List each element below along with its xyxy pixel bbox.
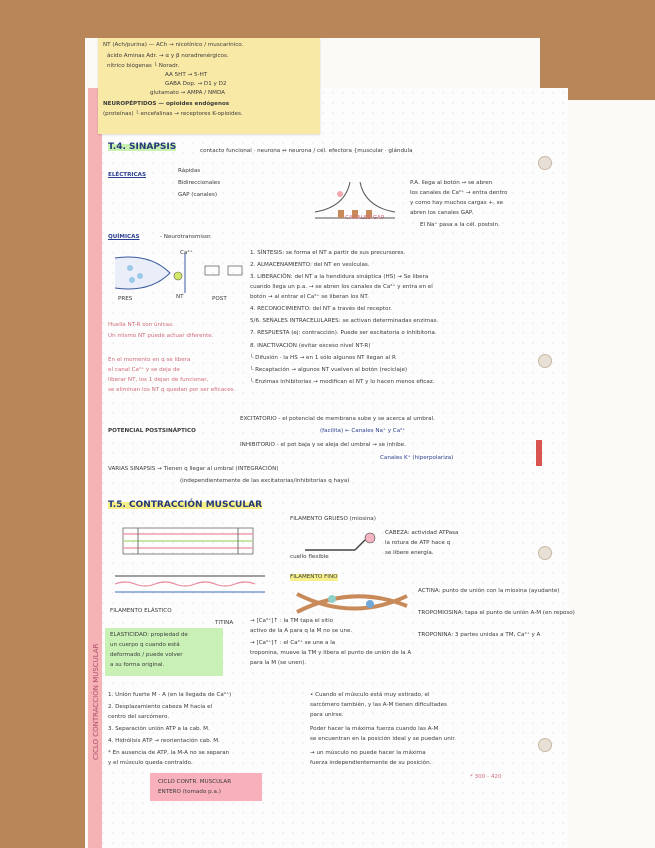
cycle-pink-note (150, 773, 262, 801)
electricas-label: ELÉCTRICAS (108, 172, 146, 178)
electricas-item: Bidireccionales (178, 180, 221, 186)
thin-filament-diagram (292, 584, 412, 620)
ciclo-step: * En ausencia de ATP, la M-A no se separan (108, 750, 230, 756)
sticky-line: NEUROPÉPTIDOS — opioides endógenos (103, 101, 230, 107)
sticky-line: NT (Ach/purina) — ACh → nicotínico / muscarínico. (103, 42, 244, 48)
binder-hole (538, 546, 552, 560)
diagram-label: PRES (118, 296, 133, 302)
ciclo-right: → un músculo no puede hacer la máxima (310, 750, 426, 756)
diagram-label: POST (212, 296, 227, 302)
quimicas-step: └ Recaptación → algunos NT vuelven al botón (reciclaje) (250, 367, 408, 373)
quimicas-step: 8. INACTIVACIÓN (evitar exceso nivel NT-R) (250, 343, 371, 349)
ciclo-step: 3. Separación unión ATP a la cab. M. (108, 726, 210, 732)
troponina-text: TROPONINA: 3 partes unidas a TM, Ca²⁺ y A (418, 632, 541, 638)
quimicas-step: 1. SÍNTESIS: se forma el NT a partir de sus precursores. (250, 250, 406, 256)
diagram-label: CANALES GAP (345, 215, 385, 221)
electricas-desc: P.A. llega al botón → se abren (410, 180, 493, 186)
pink-note: el canal Ca²⁺ y se deja de (108, 367, 180, 373)
quimicas-step: └ Enzimas inhibitorias → modifican el NT y lo hacen menos eficaz. (250, 379, 435, 385)
section-title: T.4. SINAPSIS (108, 142, 177, 152)
desk-background-right (540, 0, 655, 100)
quimicas-step: 3. LIBERACIÓN: del NT a la hendidura sináptica (HS) → Se libera (250, 274, 429, 280)
potencial-text: INHIBITORIO - el pot baja y se aleja del umbral → se inhibe. (240, 442, 406, 448)
titina-label: TITINA (215, 620, 234, 626)
pink-note: se eliminan los NT q quedan por ser eficaces. (108, 387, 236, 393)
ciclo-step: 4. Hidrólisis ATP → reorientación cab. M. (108, 738, 220, 744)
sticky-line: AA 5HT → 5-HT (165, 72, 208, 78)
elasticity-text: un cuerpo q cuando está (110, 642, 180, 648)
potencial-text: VARIAS SINAPSIS → Tienen q llegar al umbral (INTEGRACIÓN) (108, 466, 279, 472)
cabeza-text: la rotura de ATP hace q (385, 540, 451, 546)
electricas-desc: los canales de Ca²⁺ → entra dentro (410, 190, 508, 196)
page-tab-marker (536, 440, 542, 466)
pink-note: Un mismo NT puede actuar diferente. (108, 333, 214, 339)
sticky-line: GABA Dop. → D1 y D2 (165, 81, 227, 87)
elastic-filament-diagram (110, 568, 270, 598)
ciclo-right: se encuentran en la posición ideal y se puedan unir. (310, 736, 456, 742)
quimicas-label: QUÍMICAS (108, 234, 140, 240)
potencial-text: Canales K⁺ (hiperpolariza) (380, 455, 454, 461)
potencial-text: (independientemente de las excitatorias/inhibitorias q haya) (180, 478, 350, 484)
filamento-elastico: FILAMENTO ELÁSTICO (110, 608, 172, 614)
electricas-desc: y como hay muchos cargas +, se (410, 200, 504, 206)
electricas-desc: El Na⁺ pasa a la cél. postsin. (420, 222, 500, 228)
desk-background-left (0, 0, 85, 848)
filamento-grueso: FILAMENTO GRUESO (miosina) (290, 516, 376, 522)
electricas-item: GAP (canales) (178, 192, 218, 198)
electricas-item: Rápidas (178, 168, 201, 174)
elasticity-text: deformado / puede volver (110, 652, 183, 658)
ca-text: troponina, mueve la TM y libera el punto de unión de la A (250, 650, 412, 656)
binder-hole (538, 156, 552, 170)
binder-hole (538, 738, 552, 752)
sticky-line: nítrico biógenas └ Noradr. (107, 63, 180, 69)
ca-text: para la M (se unen). (250, 660, 307, 666)
actina-text: ACTINA: punto de unión con la miosina (ayudante) (418, 588, 560, 594)
quimicas-step: 4. RECONOCIMIENTO: del NT a través del receptor. (250, 306, 393, 312)
diagram-label: Ca²⁺ (180, 250, 193, 256)
footnote: * 300 - 420 (470, 774, 502, 780)
ca-text: → [Ca²⁺]↑ : el Ca²⁺ se une a la (250, 640, 336, 646)
quimicas-sub: - Neurotransmisor. (160, 234, 212, 240)
vertical-cycle-label: CICLO CONTRACCIÓN MUSCULAR (92, 643, 100, 760)
quimicas-step: 2. ALMACENAMIENTO: del NT en vesículas. (250, 262, 370, 268)
quimicas-step: 5/6. SEÑALES INTRACELULARES: se activan determinadas enzimas. (250, 318, 439, 324)
potencial-text: EXCITATORIO - el potencial de membrana sube y se acerca al umbral. (240, 416, 435, 422)
ciclo-step: 1. Unión fuerte M - A (en la llegada de Ca²⁺) (108, 692, 232, 698)
potencial-label: POTENCIAL POSTSINÁPTICO (108, 428, 196, 434)
ca-text: → [Ca²⁺]↑ : la TM tapa el sitio (250, 618, 334, 624)
ciclo-step: centro del sarcómero. (108, 714, 170, 720)
diagram-label: NT (176, 294, 184, 300)
ciclo-right: fuerza independientemente de su posición. (310, 760, 432, 766)
ciclo-right: sarcómero también, y las A-M tienen dificultades (310, 702, 447, 708)
elasticity-text: a su forma original. (110, 662, 165, 668)
pink-box-text: CICLO CONTR. MUSCULAR (158, 779, 232, 785)
ciclo-step: y el músculo queda contraído. (108, 760, 193, 766)
potencial-text: (facilita) ← Canales Na⁺ y Ca²⁺ (320, 428, 406, 434)
cabeza-text: se libere energía. (385, 550, 434, 556)
sticky-line: ácido Aminas Adr. → α y β noradrenérgicos. (107, 53, 229, 59)
cuello-label: cuello flexible (290, 554, 329, 560)
elasticity-text: ELASTICIDAD: propiedad de (110, 632, 188, 638)
cabeza-text: CABEZA: actividad ATPasa (385, 530, 459, 536)
ciclo-right: • Cuando el músculo está muy estirado, el (310, 692, 430, 698)
sarcomere-diagram (118, 520, 258, 560)
pink-note: En el momento en q se libera (108, 357, 191, 363)
ca-text: activo de la A para q la M no se une. (250, 628, 353, 634)
quimicas-step: cuando llega un p.a. → se abren los canales de Ca²⁺ y entra en el (250, 284, 433, 290)
sticky-line: (proteínas) └ encefalinas → receptores K-opioides. (103, 111, 243, 117)
pink-box-text: ENTERO (tomado p.a.) (158, 789, 221, 795)
binder-hole (538, 354, 552, 368)
pink-note: Huella NT-R son únicas. (108, 322, 174, 328)
ciclo-step: 2. Desplazamiento cabeza M hacia el (108, 704, 213, 710)
ciclo-right: para unirse. (310, 712, 344, 718)
sticky-line: glutamato → AMPA / NMDA (150, 90, 225, 96)
electricas-desc: abren los canales GAP. (410, 210, 474, 216)
quimicas-step: └ Difusión · la HS → en 1 sólo algunos NT llegan al R (250, 355, 396, 361)
filamento-fino: FILAMENTO FINO (290, 574, 338, 580)
section-title: T.5. CONTRACCIÓN MUSCULAR (108, 500, 262, 510)
ciclo-right: Poder hacer la máxima fuerza cuando las A-M (310, 726, 439, 732)
quimicas-step: 7. RESPUESTA (ej: contracción). Puede ser excitatoria o inhibitoria. (250, 330, 437, 336)
quimicas-step: botón → al entrar el Ca²⁺ se liberan los NT. (250, 294, 369, 300)
pink-note: liberar NT, los 1 dejan de funcionar, (108, 377, 209, 383)
definition-text: contacto funcional · neurona ↔ neurona / cél. efectora {muscular · glándula (200, 148, 413, 154)
gap-junction-diagram (310, 172, 400, 232)
tropomiosina-text: TROPOMIOSINA: tapa el punto de unión A-M (en reposo) (418, 610, 575, 616)
